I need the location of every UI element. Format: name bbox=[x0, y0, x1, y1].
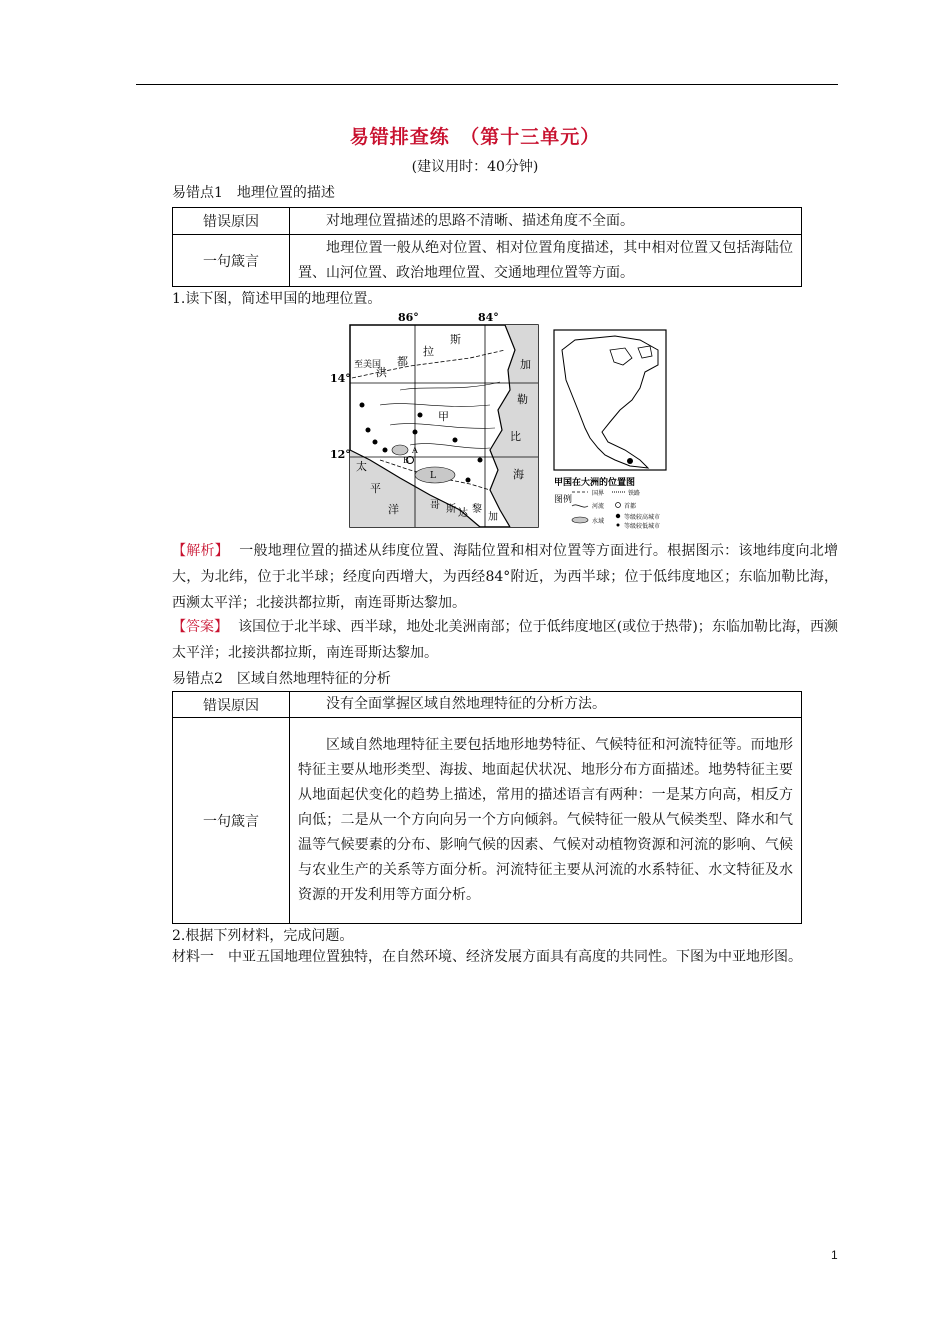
question-2: 2.根据下列材料，完成问题。 bbox=[172, 928, 354, 944]
legend-capital: 首都 bbox=[624, 503, 637, 510]
page-number: 1 bbox=[831, 1248, 838, 1262]
table2-label-reason: 错误原因 bbox=[173, 692, 290, 718]
map-label-lake-L: L bbox=[430, 471, 436, 481]
section1-table bbox=[172, 207, 802, 287]
map-figure bbox=[330, 310, 670, 532]
map-label-da: 达 bbox=[458, 508, 468, 519]
inset-caption: 甲国在大洲的位置图 bbox=[554, 478, 636, 488]
legend-water: 水域 bbox=[592, 518, 605, 525]
map-lat-14: 14° bbox=[330, 372, 351, 385]
table2-text-motto: 区域自然地理特征主要包括地形地势特征、气候特征和河流特征等。而地形特征主要从地形类型、海拔、地面起伏状况、地形分布方面描述。地势特征主要从地面起伏变化的趋势上描述，常用的描述语言有两种：一是某方向高，相反方向低；二是从一个方向向另一个方向倾斜。气候特征一般从气候类型、降水和气温等气候要素的分布、影响气候的因素、气候对动植物资源和河流的影响、气候与农业生产的关系等方面分析。河流特征主要从河流的水系特征、水文特征及水资源的开发利用等方面分析。 bbox=[290, 718, 802, 924]
table2-text-reason: 没有全面掌握区域自然地理特征的分析方法。 bbox=[290, 692, 802, 718]
map-label-ge: 哥 bbox=[430, 500, 440, 511]
header-rule bbox=[136, 84, 838, 85]
map-label-jia-sea: 加 bbox=[520, 358, 531, 371]
map-label-ping: 平 bbox=[370, 482, 381, 495]
legend-railway: 铁路 bbox=[628, 490, 641, 497]
map-label-le: 勒 bbox=[517, 393, 528, 406]
map-label-point-A: A bbox=[412, 446, 418, 455]
map-lat-12: 12° bbox=[330, 448, 351, 461]
map-lon-86: 86° bbox=[398, 311, 419, 324]
answer-paragraph bbox=[172, 614, 838, 666]
question-1: 1.读下图，简述甲国的地理位置。 bbox=[172, 291, 382, 307]
answer-tag: 【答案】 bbox=[172, 619, 229, 635]
section1-heading: 易错点1 地理位置的描述 bbox=[172, 185, 335, 201]
map-label-la: 拉 bbox=[423, 345, 434, 358]
map-label-jia1: 甲 bbox=[438, 410, 449, 423]
analysis-text: 一般地理位置的描述从纬度位置、海陆位置和相对位置等方面进行。根据图示：该地纬度向北增大，为北纬，位于北半球；经度向西增大，为西经84°附近，为西半球；位于低纬度地区；东临加勒比海，西濒太平洋；北接洪都拉斯，南连哥斯达黎加。 bbox=[172, 543, 839, 611]
map-label-yang: 洋 bbox=[388, 503, 399, 516]
map-label-jia2: 加 bbox=[488, 512, 498, 523]
analysis-paragraph bbox=[172, 538, 838, 616]
legend-minor-city: 等级较低城市 bbox=[624, 523, 661, 530]
map-label-li: 黎 bbox=[472, 504, 482, 515]
map-lon-84: 84° bbox=[478, 311, 499, 324]
table2-label-motto: 一句箴言 bbox=[173, 718, 290, 924]
map-label-si2: 斯 bbox=[446, 504, 456, 515]
section2-heading: 易错点2 区域自然地理特征的分析 bbox=[172, 671, 391, 687]
legend-title: 图例 bbox=[554, 495, 573, 505]
map-label-hong: 洪 bbox=[376, 366, 387, 379]
table1-text-reason: 对地理位置描述的思路不清晰、描述角度不全面。 bbox=[290, 208, 802, 235]
map-label-tai: 太 bbox=[356, 460, 367, 473]
map-label-zhimeiguo: 至美国 bbox=[354, 360, 382, 370]
table1-text-motto: 地理位置一般从绝对位置、相对位置角度描述，其中相对位置又包括海陆位置、山河位置、政治地理位置、交通地理位置等方面。 bbox=[290, 235, 802, 287]
material-1: 材料一 中亚五国地理位置独特，在自然环境、经济发展方面具有高度的共同性。下图为中亚地形图。 bbox=[172, 949, 802, 965]
map-label-hai: 海 bbox=[513, 468, 524, 481]
legend-river: 河流 bbox=[592, 503, 605, 510]
page-subtitle: (建议用时：40分钟) bbox=[411, 159, 539, 175]
answer-text: 该国位于北半球、西半球，地处北美洲南部；位于低纬度地区(或位于热带)；东临加勒比海，西濒太平洋；北接洪都拉斯，南连哥斯达黎加。 bbox=[172, 619, 839, 661]
map-label-point-B: B bbox=[403, 456, 409, 465]
section2-table bbox=[172, 691, 802, 924]
legend-major-city: 等级较高城市 bbox=[624, 514, 661, 521]
table1-label-reason: 错误原因 bbox=[173, 208, 290, 235]
legend-border: 国界 bbox=[592, 490, 605, 497]
map-label-bi: 比 bbox=[510, 430, 521, 443]
map-label-du: 都 bbox=[397, 355, 408, 368]
map-label-si1: 斯 bbox=[450, 333, 461, 346]
page-title: 易错排查练 （第十三单元） bbox=[349, 126, 601, 148]
table1-label-motto: 一句箴言 bbox=[173, 235, 290, 287]
analysis-tag: 【解析】 bbox=[172, 543, 230, 559]
